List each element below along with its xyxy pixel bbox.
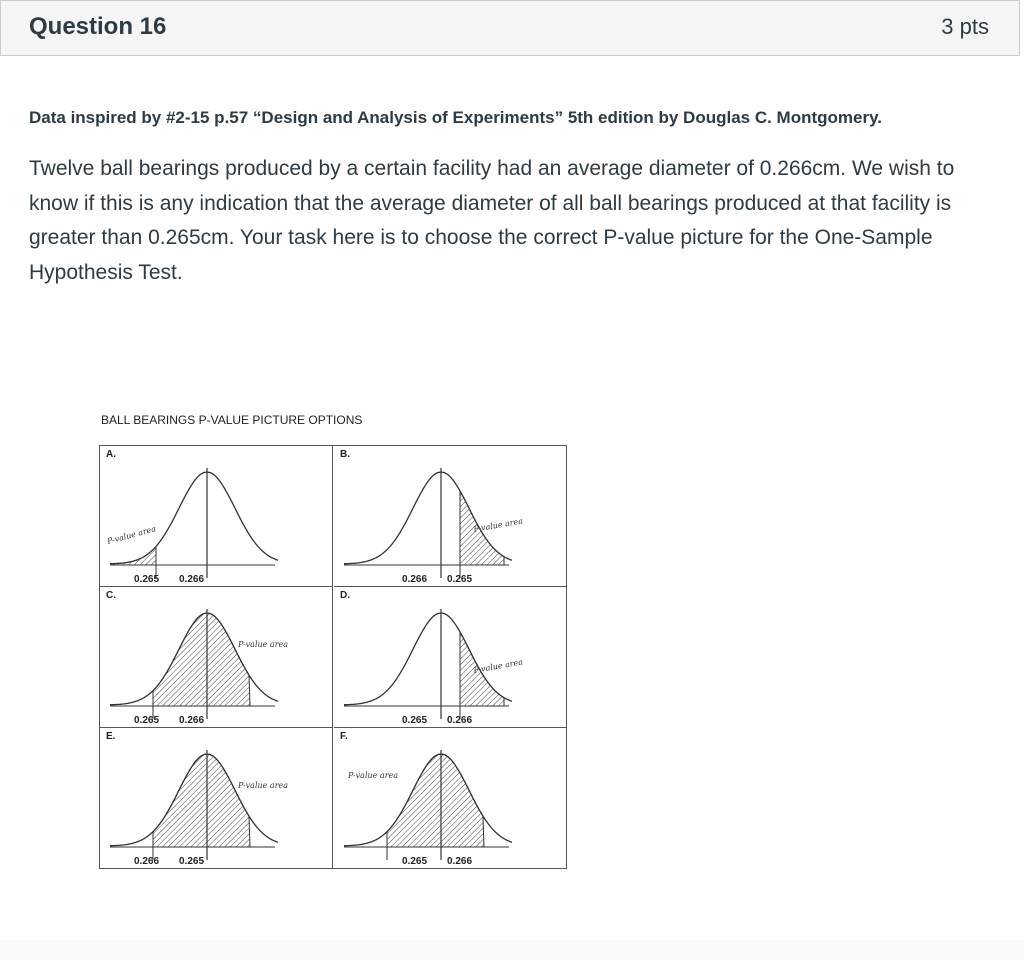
- normal-curve-diagram: [100, 446, 333, 587]
- pvalue-shaded-area: [114, 547, 156, 566]
- question-title: Question 16: [29, 13, 167, 40]
- pvalue-picture-grid: [99, 445, 567, 869]
- axis-tick-label: 0.265: [402, 856, 428, 867]
- option-label: A.: [106, 449, 116, 460]
- option-panel-a: [100, 446, 333, 587]
- normal-curve-diagram: [334, 728, 567, 869]
- option-label: E.: [106, 731, 116, 742]
- pvalue-annotation: P-value area: [472, 657, 524, 675]
- question-points: 3 pts: [941, 14, 989, 39]
- axis-tick-label: 0.265: [402, 715, 428, 726]
- axis-tick-label: 0.265: [134, 574, 160, 585]
- option-panel-c: [100, 587, 333, 728]
- normal-curve-diagram: [100, 587, 333, 728]
- source-note: Data inspired by #2-15 p.57 “Design and Analysis of Experiments” 5th edition by Douglas C. Montgomery.: [29, 108, 883, 127]
- pvalue-annotation: P-value area: [472, 516, 524, 534]
- figure-title: BALL BEARINGS P-VALUE PICTURE OPTIONS: [101, 413, 363, 427]
- axis-tick-label: 0.265: [447, 574, 473, 585]
- normal-curve-diagram: [334, 587, 567, 728]
- normal-curve-diagram: [100, 728, 333, 869]
- axis-tick-label: 0.266: [134, 856, 160, 867]
- normal-curve: [110, 472, 278, 564]
- option-label: D.: [340, 590, 350, 601]
- normal-curve-diagram: [334, 446, 567, 587]
- pvalue-annotation: P-value area: [238, 640, 289, 649]
- option-panel-e: [100, 728, 333, 869]
- option-label: B.: [340, 449, 350, 460]
- pvalue-annotation: P-value area: [106, 524, 157, 546]
- axis-tick-label: 0.266: [179, 715, 205, 726]
- option-label: F.: [340, 731, 348, 742]
- pvalue-shaded-area: [153, 613, 250, 706]
- axis-tick-label: 0.265: [179, 856, 205, 867]
- axis-tick-label: 0.265: [134, 715, 160, 726]
- pvalue-annotation: P-value area: [348, 771, 399, 780]
- option-panel-f: [334, 728, 567, 869]
- option-panel-d: [334, 587, 567, 728]
- axis-tick-label: 0.266: [179, 574, 205, 585]
- pvalue-shaded-area: [153, 754, 250, 847]
- axis-tick-label: 0.266: [402, 574, 428, 585]
- pvalue-shaded-area: [387, 754, 484, 847]
- footer-strip: [0, 940, 1024, 960]
- axis-tick-label: 0.266: [447, 856, 473, 867]
- option-panel-b: [334, 446, 567, 587]
- option-label: C.: [106, 590, 116, 601]
- question-prompt: Twelve ball bearings produced by a certain facility had an average diameter of 0.266cm. We wish to know if this is any indication that the average diameter of all ball bearings produced at that facility is greater than 0.265cm. Your task here is to choose the correct P-value picture for the One-Sample Hypothesis Test.: [29, 157, 955, 284]
- axis-tick-label: 0.266: [447, 715, 473, 726]
- question-header: [0, 0, 1020, 56]
- pvalue-annotation: P-value area: [238, 781, 289, 790]
